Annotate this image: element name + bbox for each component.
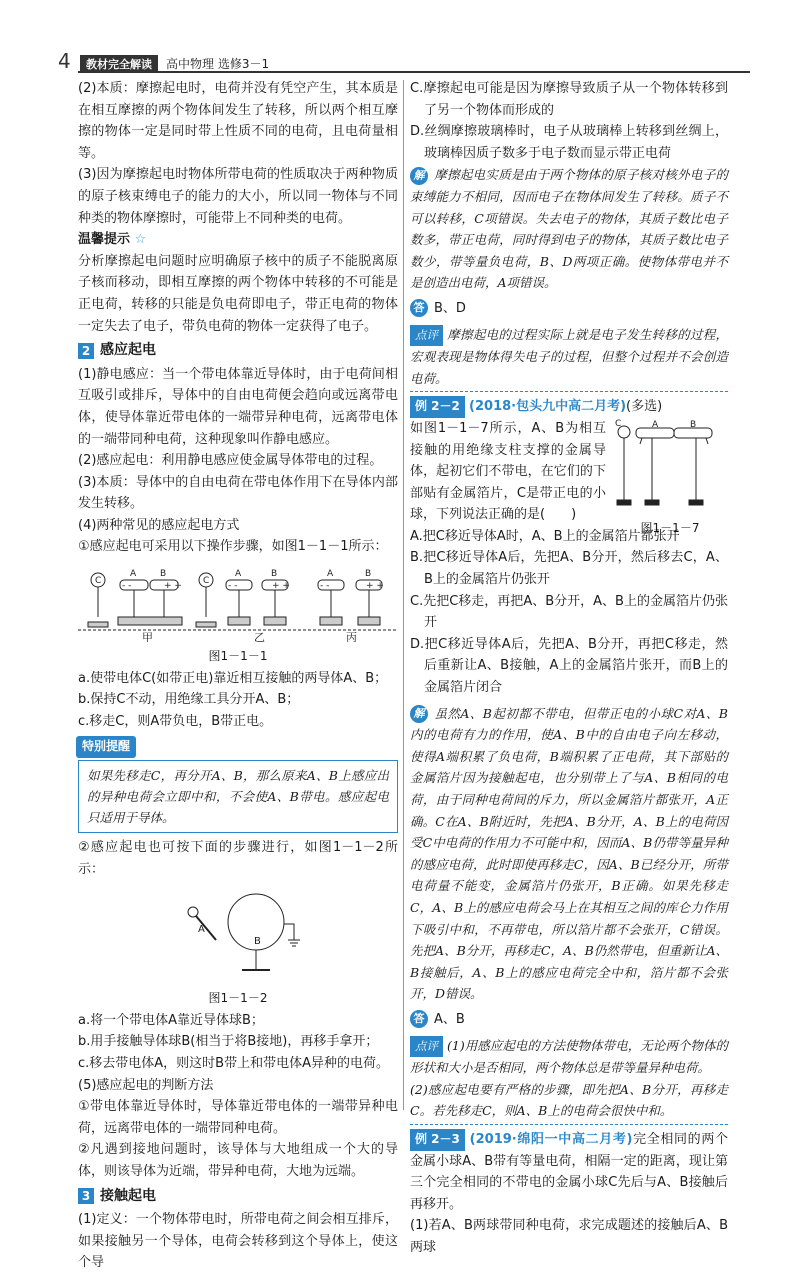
induction-diagram <box>78 562 398 642</box>
paragraph: ①带电体靠近导体时，导体靠近带电体的一端带异种电荷，远离带电体的一端带同种电荷。 <box>78 1099 398 1136</box>
tip-title <box>78 229 398 251</box>
tip-text: 分析摩擦起电问题时应明确原子核中的质子不能脱离原子核而移动，即相互摩擦的两个物体中转移的不可能是正电荷，转移的只能是负电荷即电子，带正电荷的物体一定失去了电子，带负电荷的物体一定获得了电子。 <box>78 253 398 334</box>
paragraph: ②感应起电也可按下面的步骤进行，如图1－1－2所示： <box>78 840 398 877</box>
page-header <box>58 49 758 73</box>
answer-text: B、D <box>434 300 466 316</box>
svg-text:B: B <box>160 569 167 580</box>
comment-text: 摩擦起电的过程实际上就是电子发生转移的过程，宏观表现是物体得失电子的过程，但整个过程并不会创造电荷。 <box>410 326 728 386</box>
paragraph: (3)因为摩擦起电时物体所带电荷的性质取决于两种物质的原子核束缚电子的能力的大小，所以同一物体与不同种类的物体摩擦时，可能带上不同种类的电荷。 <box>78 167 398 226</box>
section-number: 3 <box>78 1188 94 1204</box>
paragraph: (2)感应起电：利用静电感应使金属导体带电的过程。 <box>78 453 383 469</box>
example-text: 如图1－1－7所示，A、B为相互接触的用绝缘支柱支撑的金属导体，起初它们不带电，在它们的下部贴有金属箔片，C是带正电的小球，下列说法正确的是( ) <box>410 420 606 523</box>
solution-text: 虽然A、B起初都不带电，但带正电的小球C对A、B内的电荷有力的作用，使A、B中的自由电子向左移动，使得A端积累了负电荷，B端积累了正电荷，其下部贴的金属箔片因为接触起电，也分别带上了与A、B相同的电荷，由于同种电荷间的斥力，所以金属箔片都张开，A正确。C在A、B附近时，先把A、B分开，A、B上的电荷因受C中电荷的作用力不可能中和，因而A、B仍带等量异种的感应电荷，此时即使再移走C，因A、B已经分开，所带电荷量不能变，金属箔片仍张开，B正确。如果先移走C，A、B上的感应电荷会马上在其相互之间的库仑力作用下吸引中和，不再带电，所以箔片都不会张开，C错误。先把A、B分开，再移走C，A、B仍然带电，但重新让A、B接触后，A、B上的感应电荷完全中和，箔片都不会张开，D错误。 <box>410 705 728 1002</box>
answer <box>410 298 728 320</box>
svg-text:C: C <box>95 576 102 587</box>
page-number: 4 <box>58 49 71 73</box>
svg-text:A: A <box>130 569 137 580</box>
option: C.摩擦起电可能是因为摩擦导致质子从一个物体转移到了另一个物体而形成的 <box>410 81 728 118</box>
star-icon: ☆ <box>134 232 147 248</box>
header-rule <box>78 71 750 73</box>
paragraph: ②凡遇到接地问题时，该导体与大地组成一个大的导体，则该导体为近端，带异种电荷，大地为远端。 <box>78 1142 398 1179</box>
svg-text:+ +: + + <box>272 581 290 592</box>
book-title: 高中物理 选修3－1 <box>166 57 270 71</box>
solution <box>410 703 728 1005</box>
conductor-diagram <box>612 418 728 510</box>
book-badge: 教材完全解读 <box>80 55 158 73</box>
svg-text:C: C <box>203 576 210 587</box>
svg-text:B: B <box>365 569 372 580</box>
fig-label: 丙 <box>346 631 357 643</box>
step: b.用手接触导体球B(相当于将B接地)，再移手拿开； <box>78 1034 379 1050</box>
figure-1-1-2 <box>78 884 398 984</box>
svg-text:+ +: + + <box>164 581 182 592</box>
paragraph: (1)定义：一个物体带电时，所带电荷之间会相互排斥，如果接触另一个导体，电荷会转移到这个导体上，使这个导 <box>78 1212 398 1271</box>
answer-tag: 答 <box>410 299 428 317</box>
fig-label: B <box>690 419 697 430</box>
tip-title-text: 温馨提示 <box>78 232 131 248</box>
example-heading <box>410 396 728 418</box>
solution-tag: 解 <box>410 167 428 185</box>
fig-label: C <box>615 418 622 429</box>
paragraph: (4)两种常见的感应起电方式 <box>78 517 240 533</box>
fig-label: B <box>254 936 261 948</box>
section-number: 2 <box>78 343 94 359</box>
section-title: 接触起电 <box>100 1187 156 1204</box>
fig-label: A <box>652 419 659 430</box>
svg-text:- -: - - <box>228 581 238 592</box>
example-source: (2019·绵阳一中高二月考) <box>469 1131 633 1147</box>
note-tag: 特别提醒 <box>76 736 136 758</box>
grounding-diagram <box>78 884 398 984</box>
step: b.保持C不动，用绝缘工具分开A、B； <box>78 692 300 708</box>
svg-text:- -: - - <box>122 581 132 592</box>
option: B.把C移近导体A后，先把A、B分开，然后移去C，A、B上的金属箔片仍张开 <box>410 550 728 588</box>
step: a.将一个带电体A靠近导体球B； <box>78 1012 264 1028</box>
left-column <box>78 78 398 1274</box>
figure-caption: 图1－1－1 <box>208 649 268 664</box>
special-note-box <box>78 760 398 833</box>
figure-caption: 图1－1－2 <box>208 991 268 1006</box>
section-title: 感应起电 <box>100 342 156 359</box>
comment <box>410 1035 728 1125</box>
fig-label: 甲 <box>142 631 153 643</box>
answer-tag: 答 <box>410 1010 428 1028</box>
option: A.把C移近导体A时，A、B上的金属箔片都张开 <box>410 528 680 544</box>
figure-1-1-1 <box>78 562 398 642</box>
option: D.丝绸摩擦玻璃棒时，电子从玻璃棒上转移到丝绸上，玻璃棒因质子数多于电子数而显示带正电荷 <box>410 124 728 161</box>
comment <box>410 324 728 393</box>
fig-label: A <box>198 924 205 936</box>
fig-label: 乙 <box>254 631 265 643</box>
svg-text:A: A <box>327 569 334 580</box>
example-type: (多选) <box>626 399 663 415</box>
step: c.移去带电体A，则这时B带上和带电体A异种的电荷。 <box>78 1056 389 1071</box>
comment-text: (1)用感应起电的方法使物体带电，无论两个物体的形状和大小是否相同，两个物体总是带等量异种电荷。 <box>410 1037 728 1076</box>
paragraph: (2)本质：摩擦起电时，电荷并没有凭空产生，其本质是在相互摩擦的两个物体间发生了转移，所以两个相互摩擦的物体一定是同时带上性质不同的电荷，且电荷量相等。 <box>78 81 398 161</box>
svg-text:+ +: + + <box>366 581 384 592</box>
column-divider <box>403 80 404 1110</box>
section-heading <box>78 340 398 362</box>
answer-text: A、B <box>434 1011 465 1027</box>
solution <box>410 164 728 294</box>
step: a.使带电体C(如带正电)靠近相互接触的两导体A、B； <box>78 670 388 686</box>
comment-text: (2)感应起电要有严格的步骤，即先把A、B分开，再移走C。若先移走C，则A、B上的电荷会很快中和。 <box>410 1081 728 1119</box>
paragraph: (5)感应起电的判断方法 <box>78 1077 214 1093</box>
right-column <box>410 78 728 1258</box>
section-heading <box>78 1186 398 1208</box>
note-text: 如果先移走C，再分开A、B，那么原来A、B上感应出的异种电荷会立即中和，不会使A、B带电。感应起电只适用于导体。 <box>87 768 389 826</box>
example-heading <box>410 1129 728 1215</box>
paragraph: (1)静电感应：当一个带电体靠近导体时，由于电荷间相互吸引或排斥，导体中的自由电荷便会趋向或远离带电体，使导体靠近带电体的一端带异种电荷，远离带电体的一端带同种电荷，这种现象叫作静电感应。 <box>78 366 398 447</box>
example-tag: 例 2－3 <box>410 1129 465 1151</box>
figure-1-1-7 <box>612 418 728 535</box>
question: (1)若A、B两球带同种电荷，求完成题述的接触后A、B两球 <box>410 1218 728 1255</box>
answer <box>410 1009 728 1031</box>
svg-text:- -: - - <box>320 581 330 592</box>
svg-text:A: A <box>235 569 242 580</box>
solution-tag: 解 <box>410 705 428 723</box>
paragraph: (3)本质：导体中的自由电荷在带电体作用下在导体内部发生转移。 <box>78 474 398 512</box>
figure-caption: 图1－1－7 <box>640 520 700 535</box>
svg-text:B: B <box>271 569 278 580</box>
solution-text: 摩擦起电实质是由于两个物体的原子核对核外电子的束缚能力不相同，因而电子在物体间发生了转移。质子不可以转移，C项错误。失去电子的物体，其质子数比电子数多，带正电荷，同时得到电子的物体，其质子数比电子数少，带等量负电荷，B、D两项正确。使物体带电并不是创造出电荷，A项错误。 <box>410 167 728 291</box>
paragraph: ①感应起电可采用以下操作步骤，如图1－1－1所示： <box>78 539 388 555</box>
example-source: (2018·包头九中高二月考) <box>469 399 627 415</box>
option: C.先把C移走，再把A、B分开，A、B上的金属箔片仍张开 <box>410 593 728 631</box>
option: D.把C移近导体A后，先把A、B分开，再把C移走，然后重新让A、B接触，A上的金属箔片张开，而B上的金属箔片闭合 <box>410 636 728 696</box>
step: c.移走C，则A带负电，B带正电。 <box>78 713 273 729</box>
comment-tag: 点评 <box>410 1036 443 1058</box>
comment-tag: 点评 <box>410 325 443 347</box>
example-tag: 例 2－2 <box>410 396 465 418</box>
example-text: 完全相同的两个金属小球A、B带有等量电荷，相隔一定的距离，现让第三个完全相同的不带电的金属小球C先后与A、B接触后再移开。 <box>410 1131 728 1212</box>
